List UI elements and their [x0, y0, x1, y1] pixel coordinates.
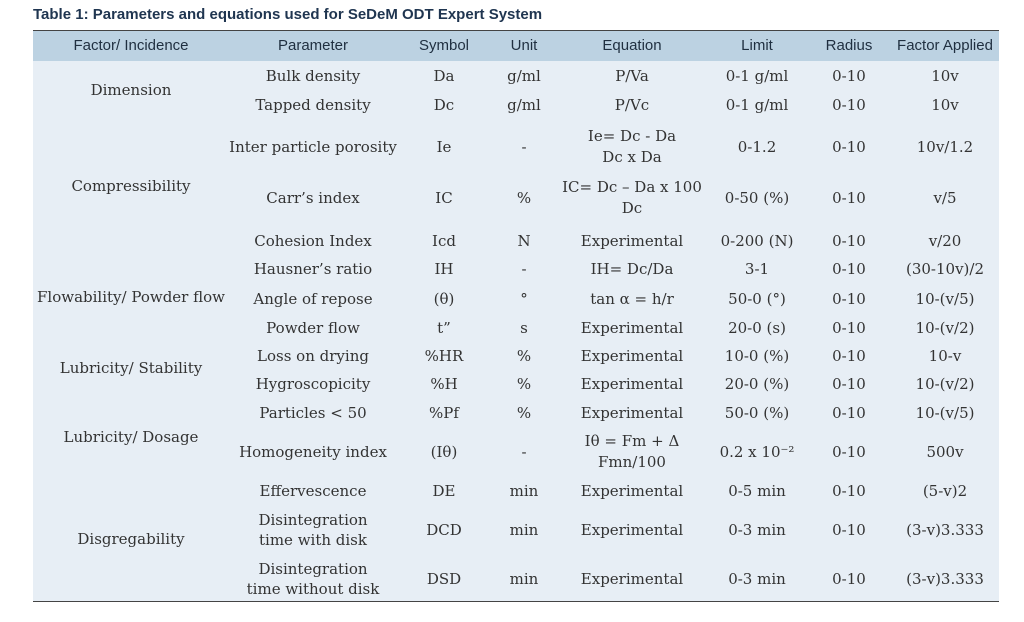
- cell-unit: N: [517, 232, 531, 250]
- cell-parameter: Disintegration time with disk: [258, 511, 368, 549]
- cell-limit: 20-0 (%): [724, 375, 790, 393]
- table-header: [33, 31, 999, 61]
- cell-radius: 0-10: [832, 290, 866, 308]
- factor-flowability: Flowability/ Powder flow: [37, 288, 225, 306]
- cell-factor-applied: 10v/1.2: [916, 138, 974, 156]
- cell-radius: 0-10: [832, 482, 866, 500]
- cell-factor-applied: v/20: [928, 232, 962, 250]
- factor-dimension: Dimension: [90, 81, 172, 99]
- cell-parameter: Carr’s index: [266, 189, 360, 207]
- cell-radius: 0-10: [832, 404, 866, 422]
- cell-parameter: Hygroscopicity: [255, 375, 371, 393]
- cell-factor-applied: 10-(v/5): [915, 404, 975, 422]
- cell-radius: 0-10: [832, 375, 866, 393]
- cell-unit: g/ml: [507, 67, 541, 85]
- col-header-unit: Unit: [510, 37, 538, 54]
- cell-equation: Experimental: [580, 375, 684, 393]
- cell-factor-applied: v/5: [933, 189, 957, 207]
- cell-limit: 0-3 min: [728, 570, 786, 588]
- col-header-factor-applied: Factor Applied: [897, 37, 993, 54]
- cell-limit: 0-1 g/ml: [725, 67, 789, 85]
- cell-radius: 0-10: [832, 319, 866, 337]
- col-header-radius: Radius: [825, 37, 873, 54]
- cell-equation: IH= Dc/Da: [590, 260, 674, 278]
- cell-symbol: Da: [433, 67, 455, 85]
- cell-unit: %: [516, 189, 532, 207]
- cell-limit: 50-0 (%): [724, 404, 790, 422]
- cell-limit: 0-200 (N): [720, 232, 794, 250]
- cell-radius: 0-10: [832, 260, 866, 278]
- factor-lubricity-stability: Lubricity/ Stability: [59, 359, 203, 377]
- col-header-limit: Limit: [741, 37, 773, 54]
- cell-unit: s: [520, 319, 528, 337]
- cell-equation: [557, 126, 707, 168]
- cell-symbol: t”: [437, 319, 451, 337]
- cell-limit: 0-50 (%): [724, 189, 790, 207]
- cell-factor-applied: 10-(v/5): [915, 290, 975, 308]
- cell-radius: 0-10: [832, 570, 866, 588]
- cell-unit: %: [516, 404, 532, 422]
- equation-line-1: Ie= Dc - Da: [587, 127, 677, 145]
- equation-line-1: IC= Dc – Da x 100: [562, 178, 702, 196]
- cell-unit: %: [516, 347, 532, 365]
- cell-symbol: %HR: [424, 347, 464, 365]
- cell-equation: tan α = h/r: [590, 290, 674, 308]
- cell-factor-applied: 10v: [931, 67, 959, 85]
- cell-factor-applied: (3-v)3.333: [906, 570, 984, 588]
- table-caption: [33, 6, 542, 23]
- factor-compressibility: Compressibility: [71, 177, 191, 195]
- cell-symbol: IC: [435, 189, 453, 207]
- cell-radius: 0-10: [832, 67, 866, 85]
- cell-parameter: Loss on drying: [257, 347, 369, 365]
- cell-symbol: (θ): [433, 290, 455, 308]
- cell-equation: Experimental: [580, 347, 684, 365]
- cell-limit: 50-0 (°): [728, 290, 786, 308]
- cell-radius: 0-10: [832, 347, 866, 365]
- cell-equation: [557, 431, 707, 473]
- cell-equation: Experimental: [580, 232, 684, 250]
- col-header-factor: Factor/ Incidence: [73, 37, 189, 54]
- cell-symbol: %Pf: [429, 404, 459, 422]
- cell-parameter: Powder flow: [266, 319, 360, 337]
- cell-radius: 0-10: [832, 96, 866, 114]
- cell-radius: 0-10: [832, 189, 866, 207]
- cell-symbol: IH: [434, 260, 454, 278]
- cell-unit: min: [509, 570, 539, 588]
- cell-symbol: DE: [432, 482, 456, 500]
- cell-parameter: Cohesion Index: [254, 232, 372, 250]
- cell-limit: 0-1.2: [737, 138, 777, 156]
- parameters-table: [33, 30, 999, 602]
- cell-equation: Experimental: [580, 319, 684, 337]
- cell-parameter: Tapped density: [255, 96, 371, 114]
- col-header-parameter: Parameter: [277, 37, 349, 54]
- cell-unit: -: [521, 260, 527, 278]
- cell-factor-applied: 500v: [926, 443, 964, 461]
- cell-parameter: Effervescence: [259, 482, 367, 500]
- cell-factor-applied: 10-(v/2): [915, 319, 975, 337]
- cell-parameter: Disintegration time without disk: [246, 560, 380, 598]
- cell-limit: 10-0 (%): [724, 347, 790, 365]
- cell-equation: Experimental: [580, 404, 684, 422]
- equation-line-2: Dc: [621, 199, 643, 217]
- col-header-equation: Equation: [602, 37, 662, 54]
- col-header-symbol: Symbol: [418, 37, 470, 54]
- cell-symbol: (Iθ): [430, 443, 458, 461]
- cell-parameter: Homogeneity index: [239, 443, 387, 461]
- cell-symbol: Icd: [432, 232, 456, 250]
- cell-factor-applied: (3-v)3.333: [906, 521, 984, 539]
- cell-factor-applied: 10v: [931, 96, 959, 114]
- cell-radius: 0-10: [832, 138, 866, 156]
- cell-equation: Experimental: [580, 482, 684, 500]
- cell-unit: °: [520, 290, 528, 308]
- cell-limit: 0-1 g/ml: [725, 96, 789, 114]
- cell-radius: 0-10: [832, 232, 866, 250]
- cell-limit: 20-0 (s): [728, 319, 786, 337]
- cell-radius: 0-10: [832, 521, 866, 539]
- cell-limit: 0.2 x 10⁻²: [719, 443, 795, 461]
- cell-radius: 0-10: [832, 443, 866, 461]
- cell-equation: P/Vc: [614, 96, 650, 114]
- cell-factor-applied: 10-(v/2): [915, 375, 975, 393]
- cell-factor-applied: (5-v)2: [922, 482, 968, 500]
- factor-disgregability: Disgregability: [77, 530, 185, 548]
- cell-unit: -: [521, 443, 527, 461]
- cell-equation: [557, 177, 707, 219]
- cell-parameter: Bulk density: [265, 67, 361, 85]
- cell-symbol: Ie: [436, 138, 452, 156]
- factor-lubricity-dosage: Lubricity/ Dosage: [63, 428, 199, 446]
- caption-title: Parameters and equations used for SeDeM ODT Expert System: [92, 6, 543, 23]
- cell-symbol: DSD: [426, 570, 462, 588]
- caption-number: Table 1:: [33, 6, 89, 23]
- cell-equation: P/Va: [615, 67, 649, 85]
- cell-parameter: Particles < 50: [259, 404, 367, 422]
- cell-limit: 0-3 min: [728, 521, 786, 539]
- cell-symbol: %H: [430, 375, 458, 393]
- cell-unit: min: [509, 482, 539, 500]
- cell-symbol: DCD: [426, 521, 462, 539]
- cell-unit: -: [521, 138, 527, 156]
- cell-parameter: Angle of repose: [253, 290, 373, 308]
- cell-limit: 3-1: [744, 260, 770, 278]
- cell-factor-applied: 10-v: [928, 347, 962, 365]
- cell-unit: min: [509, 521, 539, 539]
- cell-equation: Experimental: [580, 570, 684, 588]
- cell-unit: %: [516, 375, 532, 393]
- equation-line-1: Iθ = Fm + Δ: [584, 432, 680, 450]
- cell-parameter: Inter particle porosity: [229, 138, 397, 156]
- equation-line-2: Dc x Da: [602, 148, 662, 166]
- cell-factor-applied: (30-10v)/2: [905, 260, 985, 278]
- cell-equation: Experimental: [580, 521, 684, 539]
- cell-parameter: Hausner’s ratio: [253, 260, 373, 278]
- cell-unit: g/ml: [507, 96, 541, 114]
- equation-line-2: Fmn/100: [598, 453, 666, 471]
- cell-limit: 0-5 min: [728, 482, 786, 500]
- cell-symbol: Dc: [433, 96, 455, 114]
